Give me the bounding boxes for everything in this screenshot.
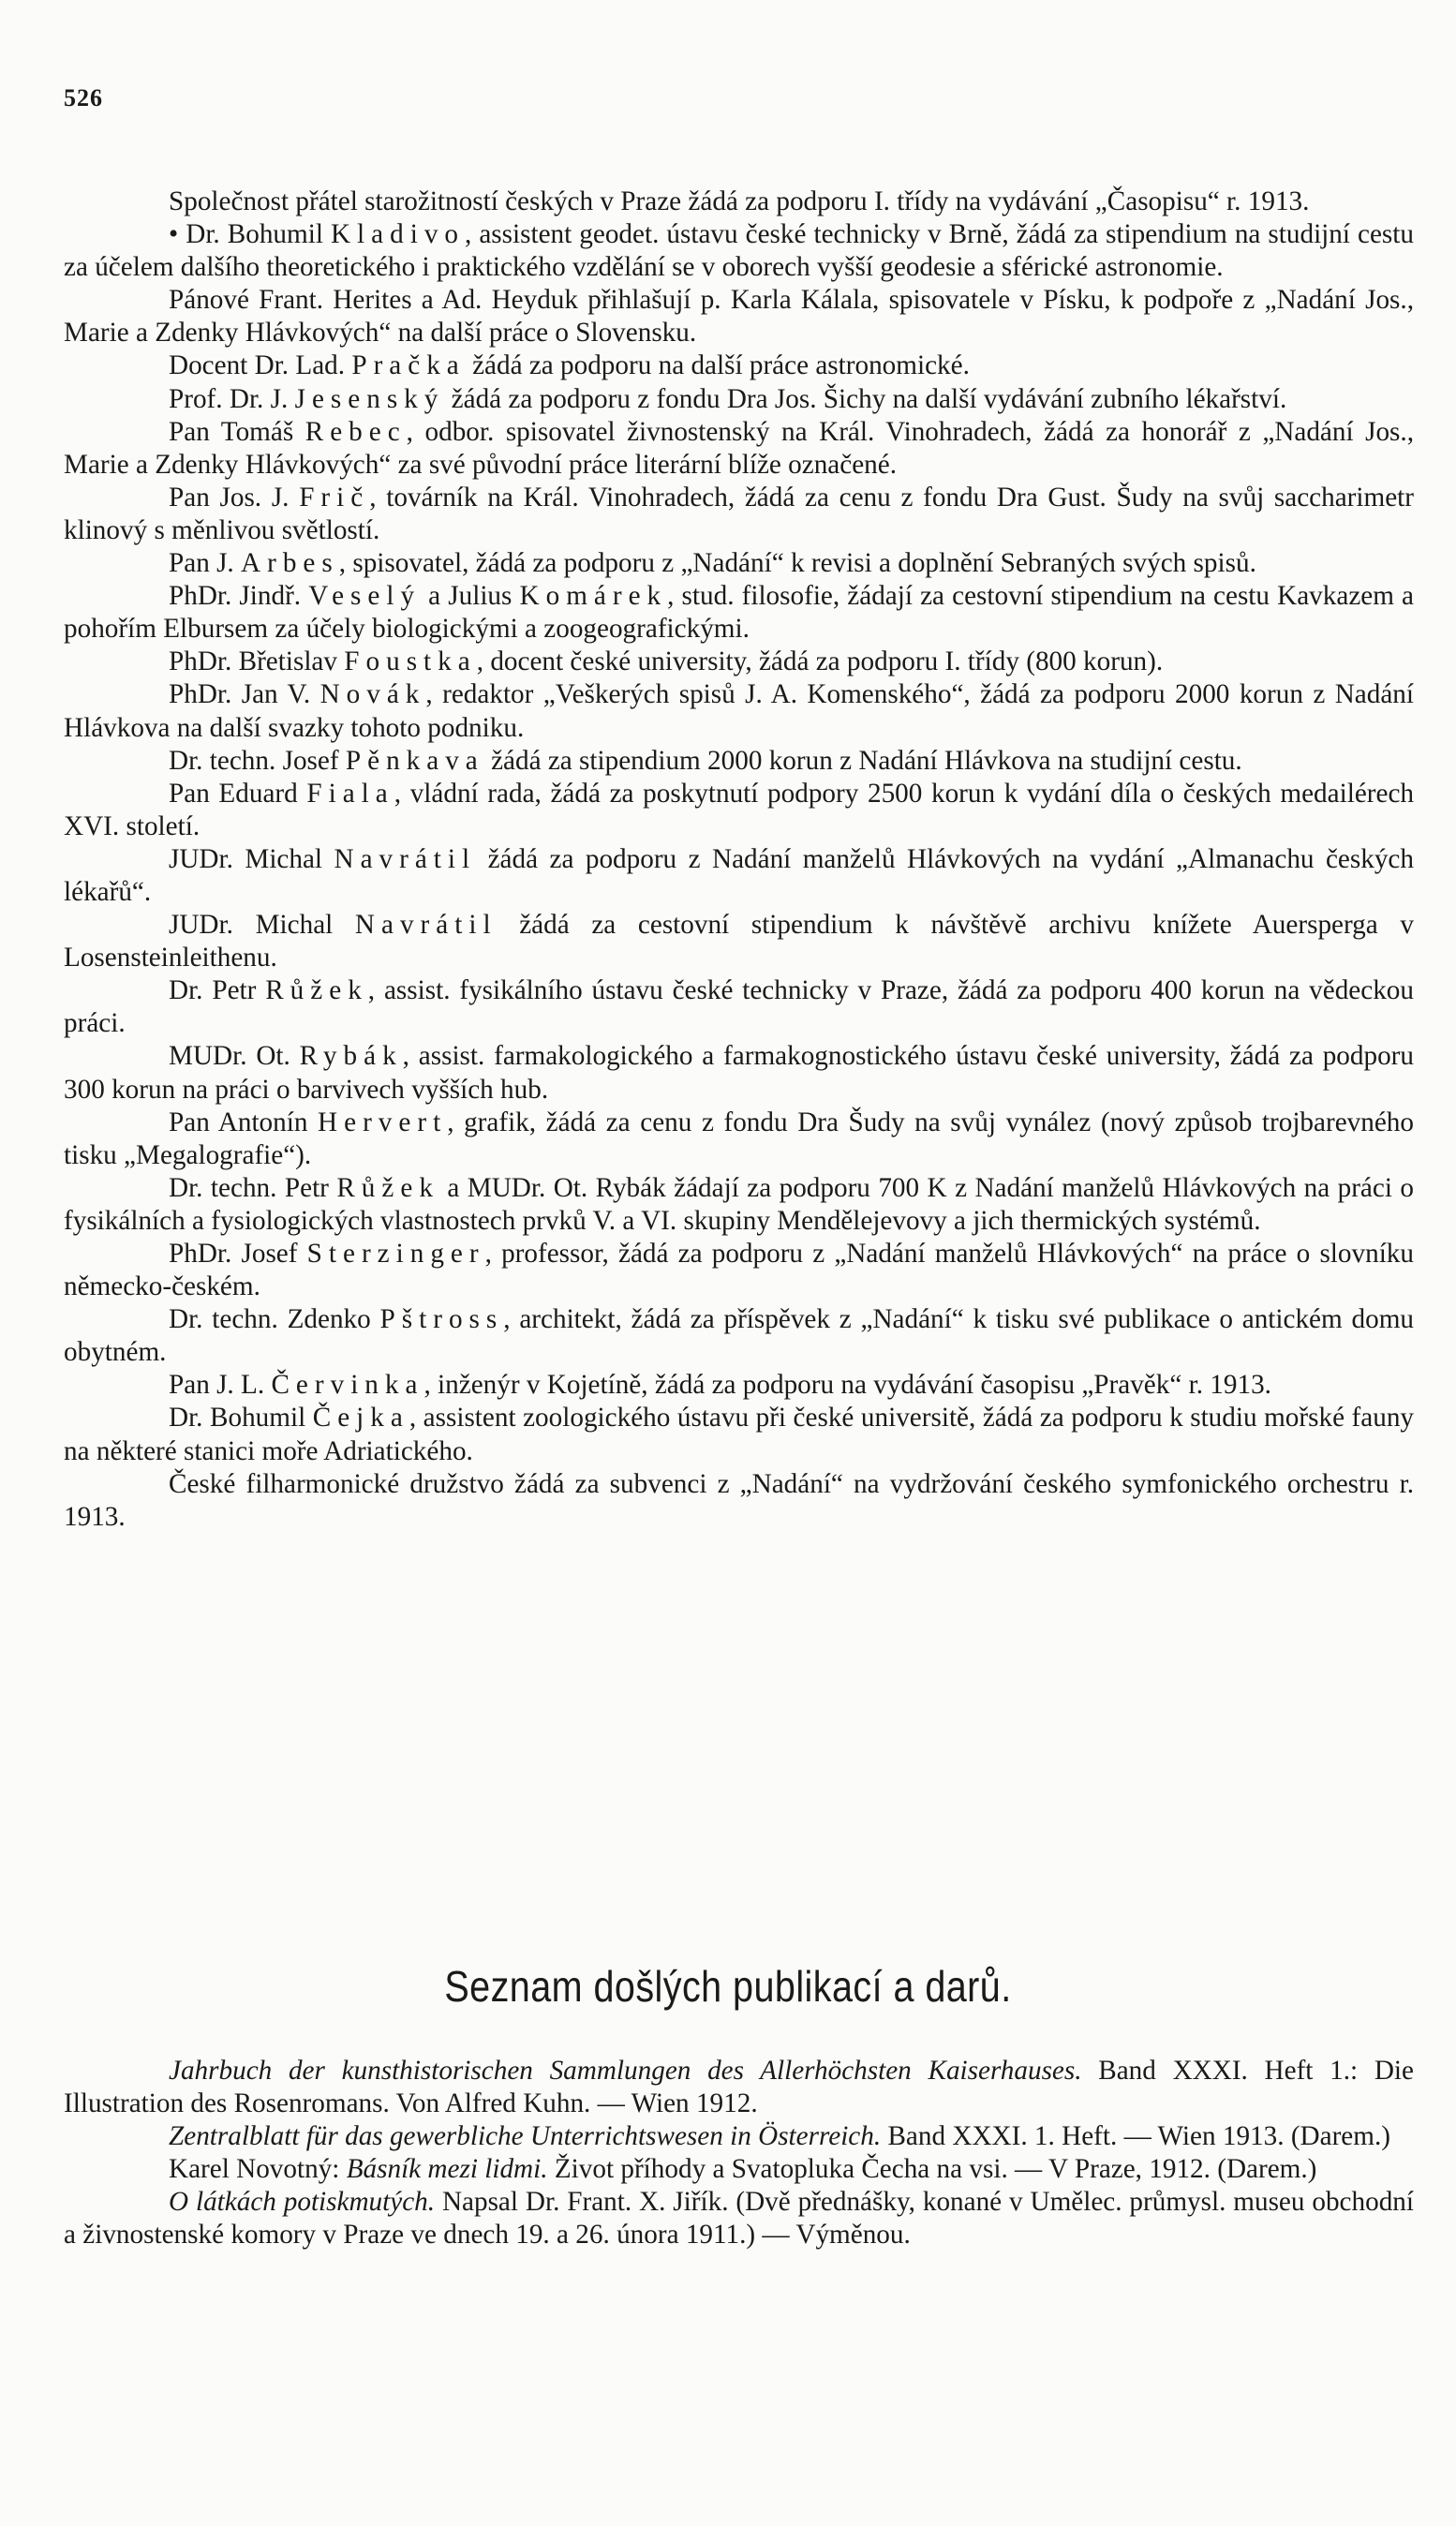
spaced-name: Kladivo [330, 219, 466, 250]
entry-text: Pan J. L. [169, 1370, 272, 1401]
entry-text: , spisovatel, žádá za podporu z „Nadání“ k revisi a doplnění Sebraných svých spisů. [338, 548, 1256, 579]
spaced-name: Veselý [308, 581, 422, 612]
entry-text: Pan J. [169, 548, 242, 579]
entry-text: Docent Dr. Lad. [169, 350, 352, 381]
entry-text: žádá za podporu na další práce astronomické. [465, 350, 970, 381]
entry-text: PhDr. Jan V. [169, 679, 320, 710]
entry-text: Dr. techn. Zdenko [169, 1304, 380, 1335]
entry-text: , assist. fysikálního ústavu české technicky v Praze, žádá za podporu 400 korun na vědeckou práci. [64, 975, 1414, 1039]
publication-entry [64, 2120, 1414, 2153]
spaced-name: Čejka [312, 1403, 409, 1434]
entry-text: , redaktor „Veškerých spisů J. A. Komenského“, žádá za podporu 2000 korun z Nadání Hlávkova na další svazky tohoto podniku. [64, 679, 1414, 743]
spaced-name: Růžek [336, 1172, 439, 1203]
entry-text: Pan Eduard [169, 778, 307, 809]
entry-paragraph [64, 1468, 1414, 1534]
entry-paragraph [64, 1172, 1414, 1238]
entry-paragraph [64, 349, 1414, 382]
entry-text: Společnost přátel starožitností českých v Praze žádá za podporu I. třídy na vydávání „Časopisu“ r. 1913. [169, 186, 1310, 216]
entry-text: Dr. techn. Josef [169, 745, 346, 776]
spaced-name: Pračka [351, 350, 466, 381]
entry-text: a MUDr. Ot. Rybák žádají za podporu 700 K z Nadání manželů Hlávkových na práci o fysikálních a fysiologických vlastnostech prvků V. a VI. skupiny Mendělejevovy a jich thermických systémů. [64, 1172, 1414, 1236]
entry-text: , továrník na Král. Vinohradech, žádá za cenu z fondu Dra Gust. Šudy na svůj saccharimetr klinový s měnlivou světlostí. [64, 482, 1415, 545]
entry-text: , odbor. spisovatel živnostenský na Král. Vinohradech, žádá za honorář z „Nadání Jos., Marie a Zdenky Hlávkových“ za své původní práce literární blíže označené. [64, 416, 1415, 480]
spaced-name: Navrátil [354, 910, 498, 941]
spaced-name: Navrátil [334, 843, 477, 874]
entry-text: žádá za podporu z Nadání manželů Hlávkových na vydání „Almanachu českých lékařů“. [64, 843, 1414, 907]
entry-text: , architekt, žádá za příspěvek z „Nadání“ k tisku své publikace o antickém domu obytném. [64, 1304, 1414, 1368]
publications-list [64, 2055, 1414, 2252]
spaced-name: Fiala [306, 778, 394, 809]
entry-text: Dr. techn. Petr [169, 1172, 337, 1203]
entry-text: , inženýr v Kojetíně, žádá za podporu na vydávání časopisu „Pravěk“ r. 1913. [423, 1370, 1271, 1401]
publication-details: Band XXXI. Heft 1.: Die Illustration des Rosenromans. Von Alfred Kuhn. — Wien 1912. [64, 2056, 1414, 2119]
spaced-name: Arbes [241, 548, 339, 579]
publication-entry [64, 2186, 1414, 2251]
spaced-name: Hervert [318, 1107, 448, 1137]
entry-text: žádá za podporu z fondu Dra Jos. Šichy na další vydávání zubního lékařství. [444, 383, 1287, 414]
entry-text: , assist. farmakologického a farmakognostického ústavu české university, žádá za podporu 300 korun na práci o barvivech vyšších hub. [64, 1041, 1415, 1105]
entry-paragraph [64, 547, 1414, 580]
entry-text: Dr. Petr [169, 975, 266, 1006]
entry-text: , assistent zoologického ústavu při české universitě, žádá za podporu k studiu mořské fauny na některé stanici moře Adriatického. [64, 1403, 1415, 1466]
entry-paragraph [64, 778, 1414, 843]
publication-details: Život příhody a Svatopluka Čecha na vsi. — V Praze, 1912. (Darem.) [547, 2154, 1317, 2185]
entry-paragraph [64, 646, 1414, 678]
spaced-name: Foustka [344, 646, 477, 677]
entry-paragraph [64, 186, 1414, 218]
entry-paragraph [64, 974, 1414, 1040]
spaced-name: Rebec [305, 416, 407, 447]
entry-paragraph [64, 1369, 1414, 1402]
entry-text: • Dr. Bohumil [169, 219, 331, 250]
spaced-name: Pěnkava [345, 745, 484, 776]
entry-text: žádá za cestovní stipendium k návštěvě archivu knížete Auersperga v Losensteinleithenu. [64, 910, 1414, 973]
entry-paragraph [64, 745, 1414, 778]
publication-entry [64, 2153, 1414, 2186]
publication-details: Band XXXI. 1. Heft. — Wien 1913. (Darem.) [881, 2121, 1390, 2152]
entry-text: , vládní rada, žádá za poskytnutí podpory 2500 korun k vydání díla o českých medailérech XVI. století. [64, 778, 1414, 841]
spaced-name: Jesenský [294, 383, 445, 414]
entry-text: Pánové Frant. Herites a Ad. Heyduk přihlašují p. Karla Kálala, spisovatele v Písku, k podpoře z „Nadání Jos., Marie a Zdenky Hlávkových“ na další práce o Slovensku. [64, 285, 1414, 349]
entry-text: , assistent geodet. ústavu české technicky v Brně, žádá za stipendium na studijní cestu za účelem dalšího theoretického i praktického vzdělání se v oborech vyšší geodesie a sférické astronomie. [64, 219, 1414, 283]
entry-paragraph [64, 482, 1414, 547]
entry-text: PhDr. Břetislav [169, 646, 345, 677]
spaced-name: Rybák [299, 1041, 403, 1072]
publication-title: O látkách potiskmutých. [169, 2187, 436, 2218]
entry-text: Pan Tomáš [169, 416, 305, 447]
entry-paragraph [64, 383, 1414, 416]
publication-details: Napsal Dr. Frant. X. Jiřík. (Dvě přednášky, konané v Umělec. průmysl. museu obchodní a živnostenské komory v Praze ve dnech 19. a 26. února 1911.) — Výměnou. [64, 2187, 1414, 2251]
spaced-name: Červinka [271, 1370, 424, 1401]
spaced-name: Novák [319, 679, 426, 710]
entry-text: JUDr. Michal [169, 843, 334, 874]
entry-text: JUDr. Michal [169, 910, 355, 941]
entry-text: Prof. Dr. J. [169, 383, 295, 414]
entry-text: Pan Antonín [169, 1107, 319, 1137]
entry-paragraph [64, 218, 1414, 284]
entry-paragraph [64, 580, 1414, 646]
entry-paragraph [64, 1238, 1414, 1303]
entry-paragraph [64, 1402, 1414, 1467]
entry-paragraph [64, 1303, 1414, 1369]
entry-text: , docent české university, žádá za podporu I. třídy (800 korun). [476, 646, 1164, 677]
entry-text: České filharmonické družstvo žádá za subvenci z „Nadání“ na vydržování českého symfonického orchestru r. 1913. [64, 1468, 1414, 1532]
spaced-name: Sterzinger [306, 1239, 485, 1269]
spaced-name: Frič [299, 482, 370, 513]
page-number: 526 [64, 84, 103, 111]
entry-text: Dr. Bohumil [169, 1403, 313, 1434]
entry-paragraph [64, 1040, 1414, 1106]
section-title: Seznam došlých publikací a darů. [444, 1962, 1012, 2011]
spaced-name: Komárek [519, 581, 668, 612]
entry-paragraph [64, 843, 1414, 909]
entry-text: Pan Jos. J. [169, 482, 300, 513]
publication-entry [64, 2055, 1414, 2120]
entry-paragraph [64, 284, 1414, 349]
spaced-name: Pštross [379, 1304, 504, 1335]
entry-paragraph [64, 678, 1414, 744]
publication-author: Karel Novotný: [169, 2154, 347, 2185]
entry-text: , professor, žádá za podporu z „Nadání manželů Hlávkových“ na práce o slovníku německo-českém. [64, 1239, 1414, 1302]
entry-text: PhDr. Jindř. [169, 581, 309, 612]
entry-text: , stud. filosofie, žádají za cestovní stipendium na cestu Kavkazem a pohořím Elbursem za účely biologickými a zoogeografickými. [64, 581, 1415, 645]
entry-text: , grafik, žádá za cenu z fondu Dra Šudy na svůj vynález (nový způsob trojbarevného tisku „Megalografie“). [64, 1107, 1414, 1170]
publication-title: Básník mezi lidmi. [346, 2154, 548, 2185]
entry-text: a Julius [421, 581, 520, 612]
entry-text: žádá za stipendium 2000 korun z Nadání Hlávkova na studijní cestu. [483, 745, 1242, 776]
entry-text: MUDr. Ot. [169, 1041, 300, 1072]
entry-paragraph [64, 416, 1414, 482]
entry-paragraph [64, 1107, 1414, 1172]
entries-list [64, 186, 1414, 1534]
entry-text: PhDr. Josef [169, 1239, 307, 1269]
spaced-name: Růžek [265, 975, 368, 1006]
publication-title: Zentralblatt für das gewerbliche Unterrichtswesen in Österreich. [169, 2121, 882, 2152]
publication-title: Jahrbuch der kunsthistorischen Sammlungen des Allerhöchsten Kaiserhauses. [169, 2056, 1082, 2086]
entry-paragraph [64, 909, 1414, 974]
